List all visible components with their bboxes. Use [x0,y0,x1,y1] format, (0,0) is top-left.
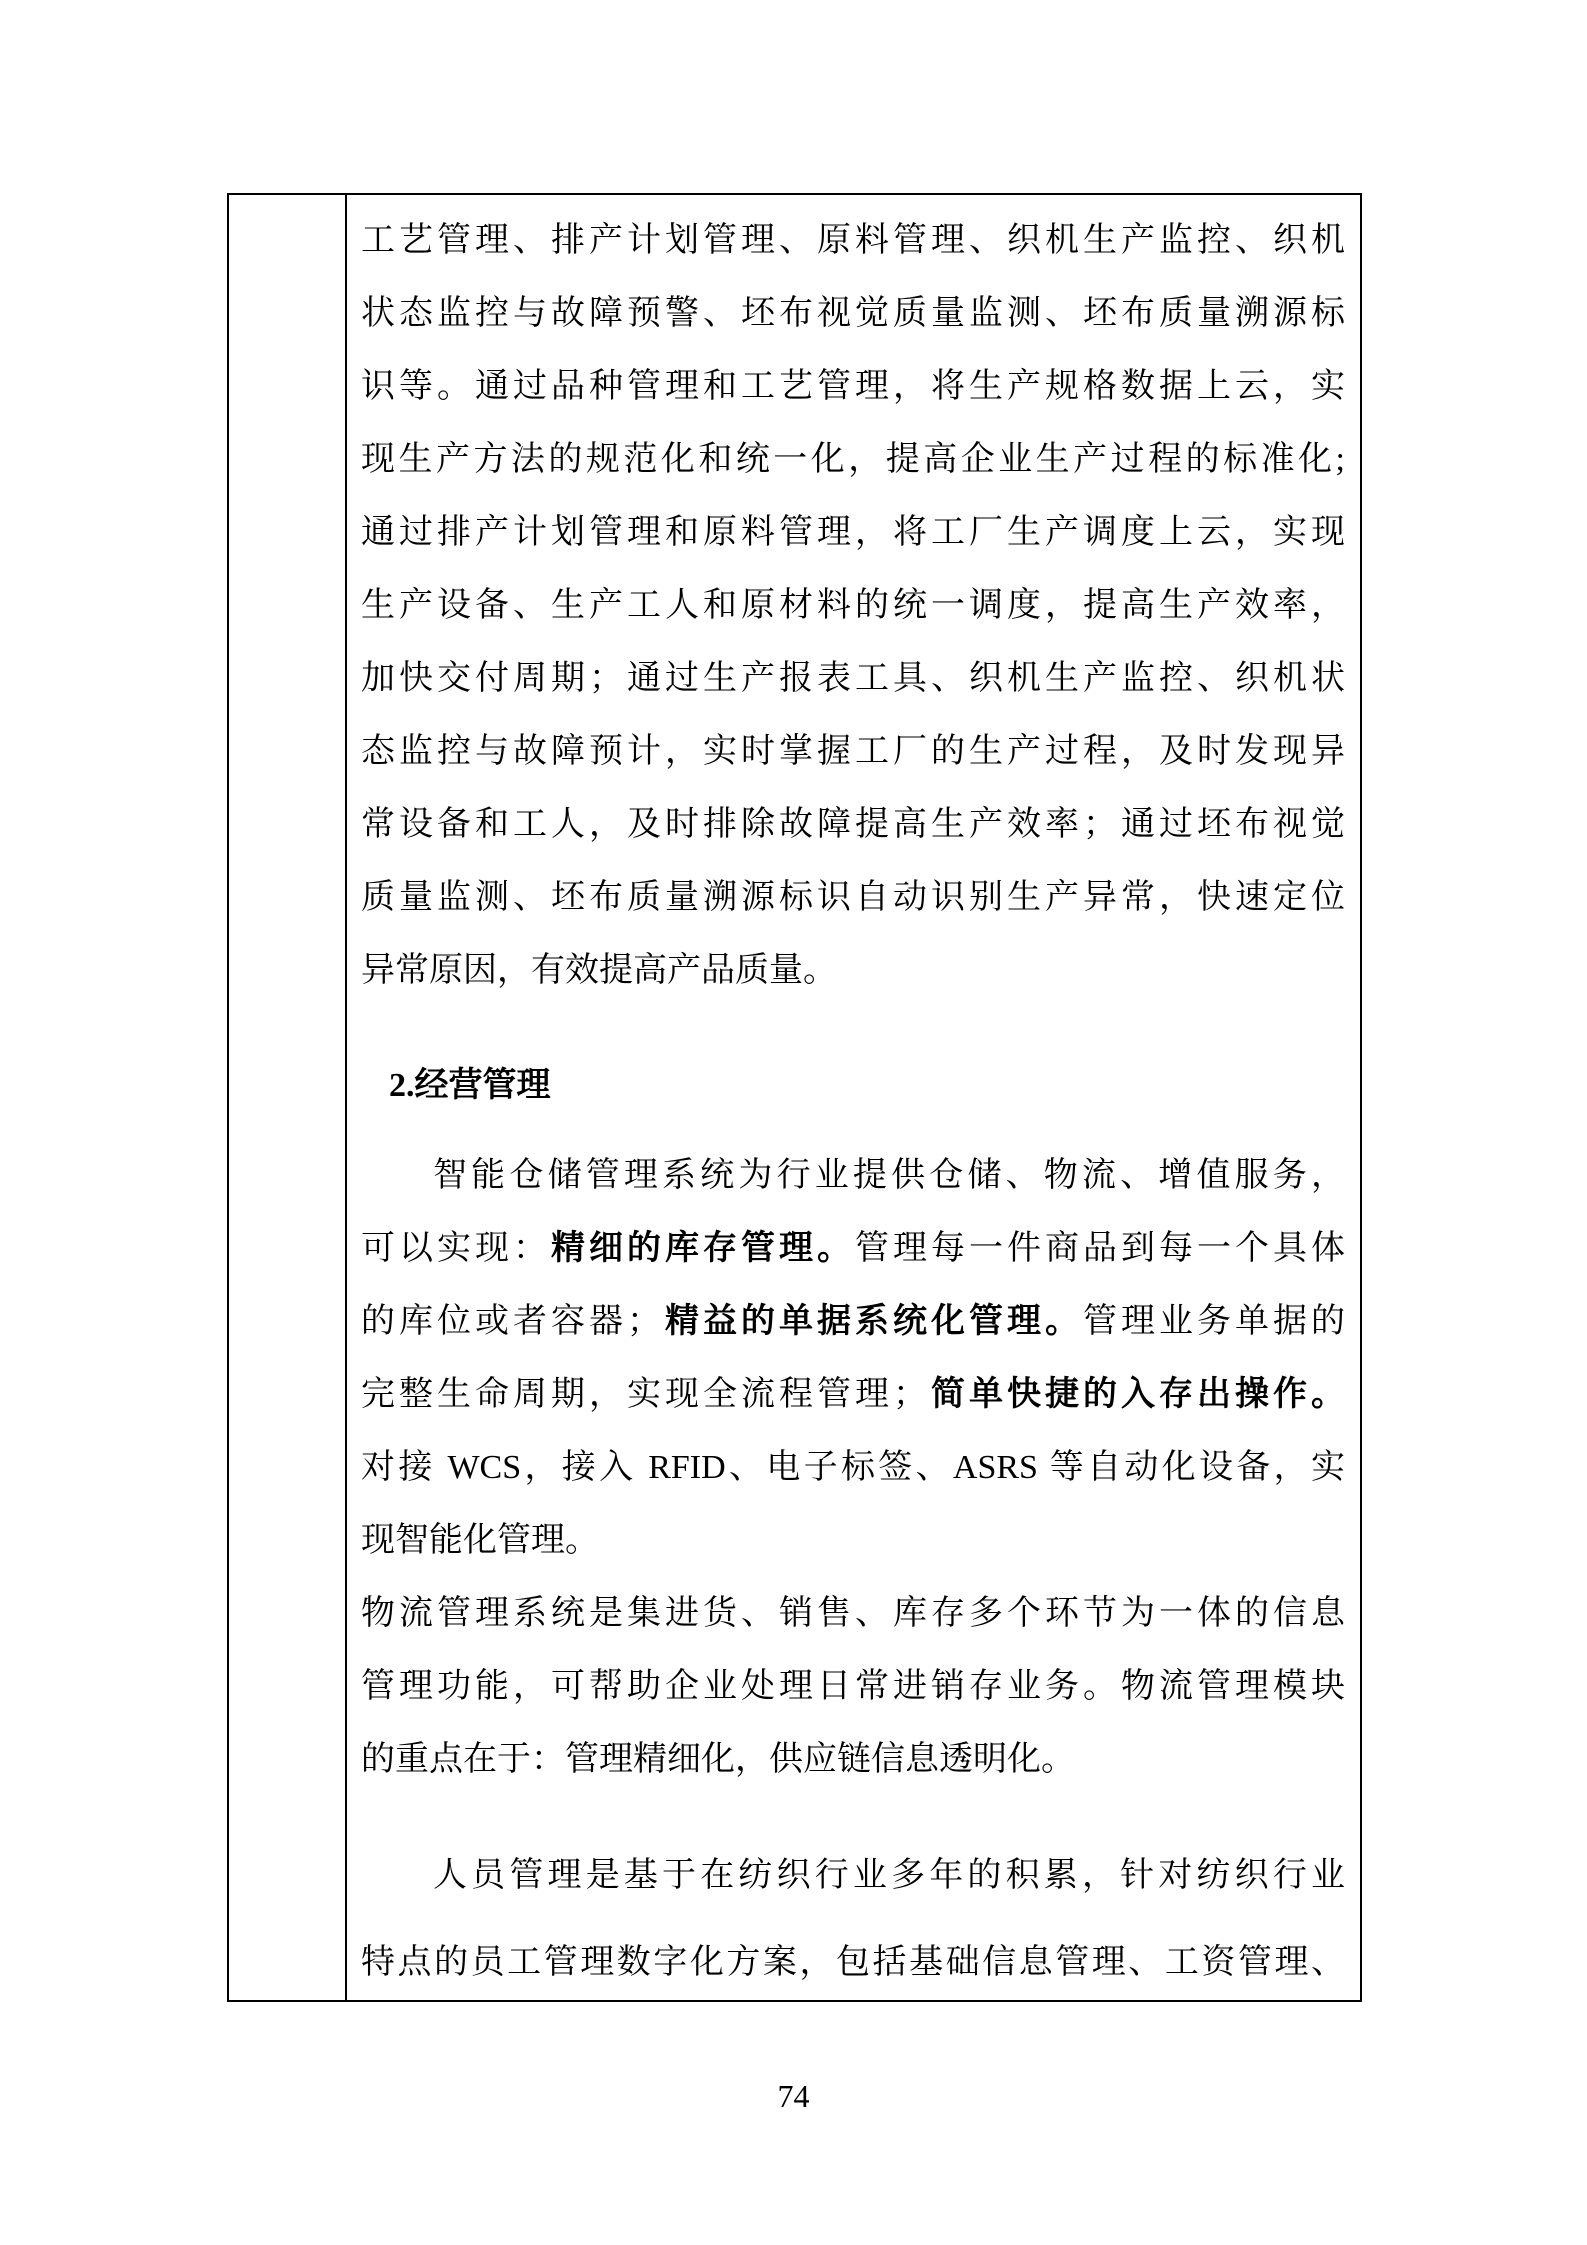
text-segment-bold: 简单快捷的入存出操作。 [927,1376,1345,1413]
text-segment-bold: 精益的单据系统化管理。 [661,1303,1083,1340]
table-content-cell [347,195,1360,2000]
text-segment: 现生产方法的规范化和统一化，提高企业生产过程的标准化; [361,441,1345,478]
text-segment: 的重点在于：管理精细化，供应链信息透明化。 [361,1741,1075,1778]
text-segment: 常设备和工人，及时排除故障提高生产效率；通过坯布视觉 [361,806,1345,843]
text-segment: 特点的员工管理数字化方案，包括基础信息管理、工资管理、 [361,1944,1345,1981]
text-segment: 管理每一件商品到每一个具体 [855,1230,1345,1267]
text-line [361,350,1345,423]
text-line [361,1358,1345,1431]
text-line [361,423,1345,496]
text-line [361,277,1345,350]
text-segment-bold: 精细的库存管理。 [551,1230,855,1267]
text-line [361,642,1345,715]
page-number: 74 [777,2078,810,2114]
paragraph-personnel-management [361,1832,1345,2006]
paragraph-warehouse-management [361,1139,1345,1577]
text-segment: 现智能化管理。 [361,1522,599,1559]
text-segment: 生产设备、生产工人和原材料的统一调度，提高生产效率， [361,587,1345,624]
text-segment: 完整生命周期，实现全流程管理； [361,1376,927,1413]
section-heading-business-management [361,1049,1345,1122]
text-segment: 工艺管理、排产计划管理、原料管理、织机生产监控、织机 [361,222,1345,259]
text-segment: 质量监测、坯布质量溯源标识自动识别生产异常，快速定位 [361,879,1345,916]
paragraph-logistics-management [361,1577,1345,1796]
text-segment: 的库位或者容器； [361,1303,661,1340]
text-line [361,1832,1345,1919]
text-segment: 状态监控与故障预警、坯布视觉质量监测、坯布质量溯源标 [361,295,1345,332]
text-segment: 管理业务单据的 [1083,1303,1345,1340]
text-line [361,861,1345,934]
text-line [361,204,1345,277]
text-line [361,496,1345,569]
text-line [361,1577,1345,1650]
text-segment: 对接 WCS，接入 RFID、电子标签、ASRS 等自动化设备，实 [361,1449,1345,1486]
paragraph-production-management [361,204,1345,1007]
text-segment: 态监控与故障预计，实时掌握工厂的生产过程，及时发现异 [361,733,1345,770]
text-segment: 人员管理是基于在纺织行业多年的积累，针对纺织行业 [433,1857,1345,1894]
text-line [361,1723,1345,1796]
text-line [361,1431,1345,1504]
text-line [361,715,1345,788]
text-line [361,1650,1345,1723]
text-segment: 物流管理系统是集进货、销售、库存多个环节为一体的信息 [361,1595,1345,1632]
text-segment: 识等。通过品种管理和工艺管理，将生产规格数据上云，实 [361,368,1345,405]
text-segment: 异常原因，有效提高产品质量。 [361,952,837,989]
text-line [361,1919,1345,2006]
text-segment: 智能仓储管理系统为行业提供仓储、物流、增值服务， [433,1157,1345,1194]
text-line [361,1504,1345,1577]
text-segment: 加快交付周期；通过生产报表工具、织机生产监控、织机状 [361,660,1345,697]
text-segment: 可以实现： [361,1230,551,1267]
document-table [227,193,1362,2002]
text-line [361,1212,1345,1285]
text-segment: 管理功能，可帮助企业处理日常进销存业务。物流管理模块 [361,1668,1345,1705]
text-line [361,934,1345,1007]
text-line [361,788,1345,861]
text-line [361,1139,1345,1212]
text-segment: 通过排产计划管理和原料管理，将工厂生产调度上云，实现 [361,514,1345,551]
text-line [361,1285,1345,1358]
table-row-label-cell [229,195,347,2000]
text-line [361,569,1345,642]
heading-text: 2.经营管理 [389,1067,551,1104]
